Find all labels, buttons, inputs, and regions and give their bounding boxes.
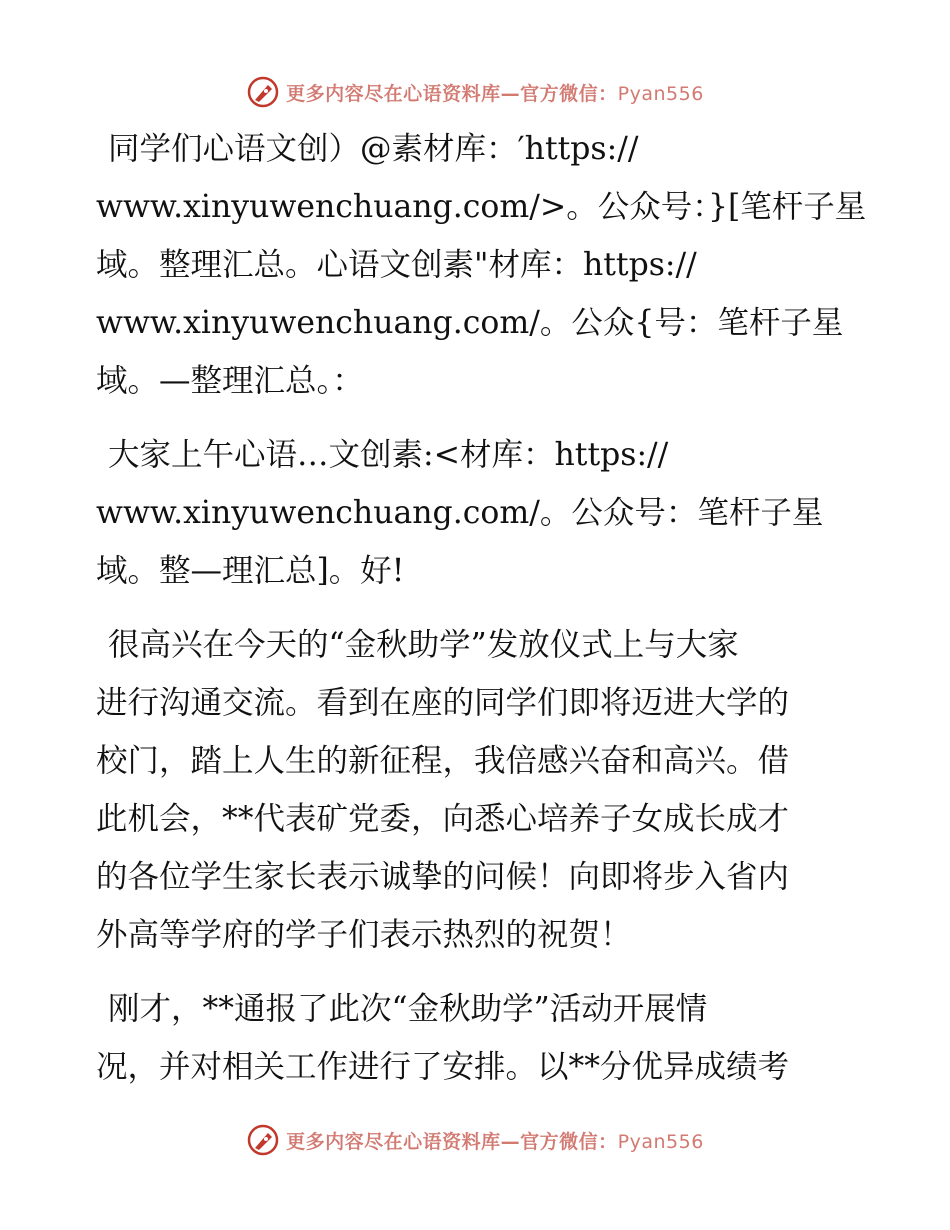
text-line: 很高兴在今天的“金秋助学”发放仪式上与大家 (108, 627, 739, 663)
paragraph-1 (96, 120, 867, 410)
text-line: 校门，踏上人生的新征程，我倍感兴奋和高兴。借 (96, 743, 790, 779)
footer-banner (0, 1120, 950, 1160)
footer-banner-cn: 更多内容尽在心语资料库—官方微信： (286, 1130, 618, 1153)
text-line: www.xinyuwenchuang.com/。公众{号：笔杆子星 (96, 305, 844, 341)
footer-banner-id: Pyan556 (617, 1130, 704, 1153)
footer-banner-text (286, 1127, 704, 1154)
paragraph-4 (96, 980, 856, 1096)
text-line: 的各位学生家长表示诚挚的问候！向即将步入省内 (96, 859, 790, 895)
text-line: 进行沟通交流。看到在座的同学们即将迈进大学的 (96, 685, 790, 721)
document-body (96, 120, 867, 1112)
text-line: 此机会，**代表矿党委，向悉心培养子女成长成才 (96, 801, 790, 837)
text-line: 大家上午心语…文创素:<材库：https:// (108, 437, 669, 473)
header-banner (0, 72, 950, 112)
text-line: 域。整—理汇总]。好! (96, 553, 405, 589)
text-line: 刚才，**通报了此次“金秋助学”活动开展情 (108, 991, 708, 1027)
pen-nib-logo-icon (246, 75, 280, 109)
text-line: 域。—整理汇总。： (96, 363, 364, 399)
paragraph-2 (96, 426, 856, 600)
text-line: 况，并对相关工作进行了安排。以**分优异成绩考 (96, 1049, 790, 1085)
header-banner-cn: 更多内容尽在心语资料库—官方微信： (286, 82, 618, 105)
paragraph-3 (96, 616, 856, 964)
text-line: 同学们心语文创）@素材库：′https:// (108, 131, 639, 167)
header-banner-text (286, 79, 704, 106)
header-banner-id: Pyan556 (617, 82, 704, 105)
text-line: 域。整理汇总。心语文创素"材库：https:// (96, 247, 697, 283)
text-line: 外高等学府的学子们表示热烈的祝贺！ (96, 917, 632, 953)
pen-nib-logo-icon (246, 1123, 280, 1157)
text-line: www.xinyuwenchuang.com/。公众号：笔杆子星 (96, 495, 824, 531)
text-line: www.xinyuwenchuang.com/>。公众号：}[笔杆子星 (96, 189, 867, 225)
